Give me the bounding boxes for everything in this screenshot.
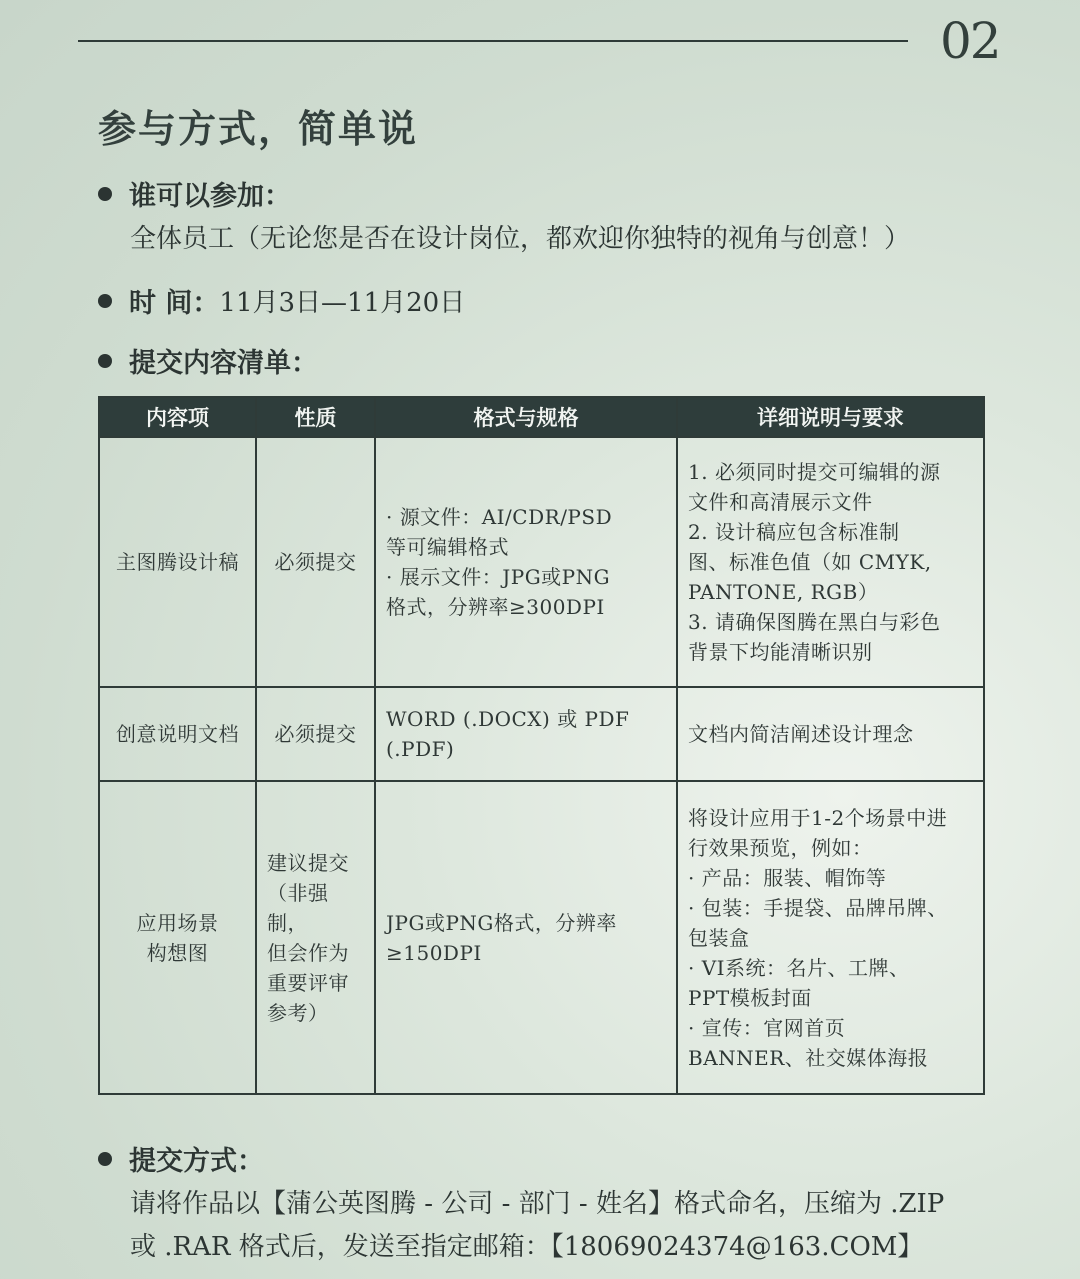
table-row — [99, 781, 984, 1094]
cell-format: WORD (.DOCX) 或 PDF (.PDF) — [375, 687, 677, 781]
eligibility-bullet — [98, 174, 291, 213]
cell-nature: 必须提交 — [256, 687, 375, 781]
bullet-icon — [98, 294, 112, 308]
cell-item: 主图腾设计稿 — [99, 437, 256, 687]
bullet-icon — [98, 187, 112, 201]
time-value: 11月3日—11月20日 — [219, 288, 466, 318]
submission-table — [98, 396, 985, 1095]
cell-format: · 源文件：AI/CDR/PSD 等可编辑格式 · 展示文件：JPG或PNG 格式，分辨率≥300DPI — [375, 437, 677, 687]
table-row — [99, 437, 984, 687]
cell-details: 将设计应用于1-2个场景中进 行效果预览，例如： · 产品：服装、帽饰等 · 包装：手提袋、品牌吊牌、 包装盒 · VI系统：名片、工牌、 PPT模板封面 · 宣传：官网首页 BANNER、社交媒体海报 — [677, 781, 984, 1094]
bullet-icon — [98, 354, 112, 368]
table-row — [99, 687, 984, 781]
cell-details: 1. 必须同时提交可编辑的源 文件和高清展示文件 2. 设计稿应包含标准制 图、标准色值（如 CMYK, PANTONE, RGB） 3. 请确保图腾在黑白与彩色 背景下均能清晰识别 — [677, 437, 984, 687]
header-rule — [78, 40, 908, 42]
checklist-label: 提交内容清单： — [129, 348, 318, 379]
cell-nature: 建议提交 （非强制， 但会作为 重要评审 参考） — [256, 781, 375, 1094]
page-title: 参与方式，简单说 — [98, 106, 419, 151]
header-details: 详细说明与要求 — [677, 397, 984, 437]
time-label: 时 间： — [129, 288, 220, 319]
header-item: 内容项 — [99, 397, 256, 437]
submission-label: 提交方式： — [129, 1146, 264, 1177]
cell-nature: 必须提交 — [256, 437, 375, 687]
page-number: 02 — [940, 12, 1000, 70]
bullet-icon — [98, 1152, 112, 1166]
header-format: 格式与规格 — [375, 397, 677, 437]
eligibility-label: 谁可以参加： — [129, 181, 291, 212]
submission-bullet — [98, 1139, 264, 1178]
header-nature: 性质 — [256, 397, 375, 437]
submission-email-line: 或 .RAR 格式后，发送至指定邮箱：【18069024374@163.COM】 — [130, 1232, 924, 1262]
eligibility-text: 全体员工（无论您是否在设计岗位，都欢迎你独特的视角与创意！） — [130, 224, 911, 254]
table-header-row — [99, 397, 984, 437]
cell-item: 创意说明文档 — [99, 687, 256, 781]
cell-item: 应用场景 构想图 — [99, 781, 256, 1094]
cell-details: 文档内简洁阐述设计理念 — [677, 687, 984, 781]
checklist-bullet — [98, 341, 318, 380]
cell-format: JPG或PNG格式，分辨率 ≥150DPI — [375, 781, 677, 1094]
submission-instructions: 请将作品以【蒲公英图腾 - 公司 - 部门 - 姓名】格式命名，压缩为 .ZIP — [130, 1189, 945, 1219]
time-bullet — [98, 281, 465, 320]
